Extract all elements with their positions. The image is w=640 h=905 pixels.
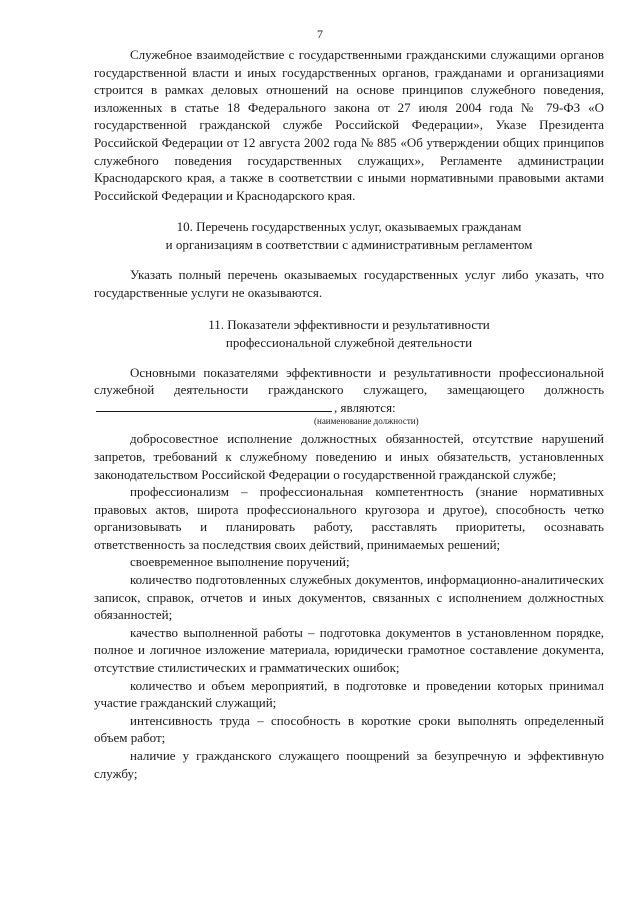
section-11-heading bbox=[94, 316, 604, 352]
section-11-heading-line-1: 11. Показатели эффективности и результативности bbox=[208, 316, 490, 332]
section-11-heading-line-2: профессиональной служебной деятельности bbox=[225, 334, 473, 350]
indicators-intro-text: Основными показателями эффективности и результативности профессиональной служебной деятельности гражданского служащего, замещающего должность bbox=[94, 364, 604, 398]
indicator-item: своевременное выполнение поручений; bbox=[130, 554, 350, 570]
position-caption: (наименование должности) bbox=[314, 416, 419, 427]
interaction-paragraph: Служебное взаимодействие с государственными гражданскими служащими органов государственной власти и иных государственных органов, гражданами и организациями строится в рамках деловых отношений на основе принципов служебного поведения, изложенных в статье 18 Федерального закона от 27 июля 2004 года № 79-ФЗ «О государственной гражданской службе Российской Федерации», Указе Президента Российской Федерации от 12 августа 2002 года № 885 «Об утверждении общих принципов служебного поведения государственных служащих», Регламенте администрации Краснодарского края, а также в соответствии с иными нормативными правовыми актами Российской Федерации и Краснодарского края. bbox=[94, 47, 604, 203]
indicator-item: количество и объем мероприятий, в подготовке и проведении которых принимал участие гражданский служащий; bbox=[94, 677, 604, 711]
indicators-intro-tail: , являются: bbox=[334, 399, 396, 415]
section-10-heading-line-2: и организациям в соответствии с административным регламентом bbox=[165, 237, 533, 253]
indicators-intro bbox=[94, 364, 604, 417]
indicator-item: интенсивность труда – способность в короткие сроки выполнять определенный объем работ; bbox=[94, 712, 604, 746]
position-blank-line bbox=[96, 399, 332, 412]
indicator-item: качество выполненной работы – подготовка документов в установленном порядке, полное и логичное изложение материала, юридически грамотное составление документа, отсутствие стилистических и грамматических ошибок; bbox=[94, 624, 604, 676]
indicator-item: профессионализм – профессиональная компетентность (знание нормативных правовых актов, широта профессионального кругозора и другое), способность четко организовывать и планировать работу, расставлять приоритеты, осознавать ответственность за последствия своих действий, принимаемых решений; bbox=[94, 484, 604, 552]
page-number: 7 bbox=[317, 27, 323, 41]
section-10-heading bbox=[94, 218, 604, 254]
indicator-item: количество подготовленных служебных документов, информационно-аналитических записок, справок, отчетов и иных документов, связанных с исполнением должностных обязанностей; bbox=[94, 572, 604, 623]
indicator-item: наличие у гражданского служащего поощрений за безупречную и эффективную службу; bbox=[94, 748, 604, 781]
page-content bbox=[94, 46, 604, 782]
indicator-item: добросовестное исполнение должностных обязанностей, отсутствие нарушений запретов, требований к служебному поведению и иных обязательств, установленных законодательством Российской Федерации о государственной гражданской службе; bbox=[94, 431, 604, 482]
section-10-heading-line-1: 10. Перечень государственных услуг, оказываемых гражданам bbox=[176, 219, 522, 235]
services-paragraph: Указать полный перечень оказываемых государственных услуг либо указать, что государственные услуги не оказываются. bbox=[94, 267, 604, 300]
